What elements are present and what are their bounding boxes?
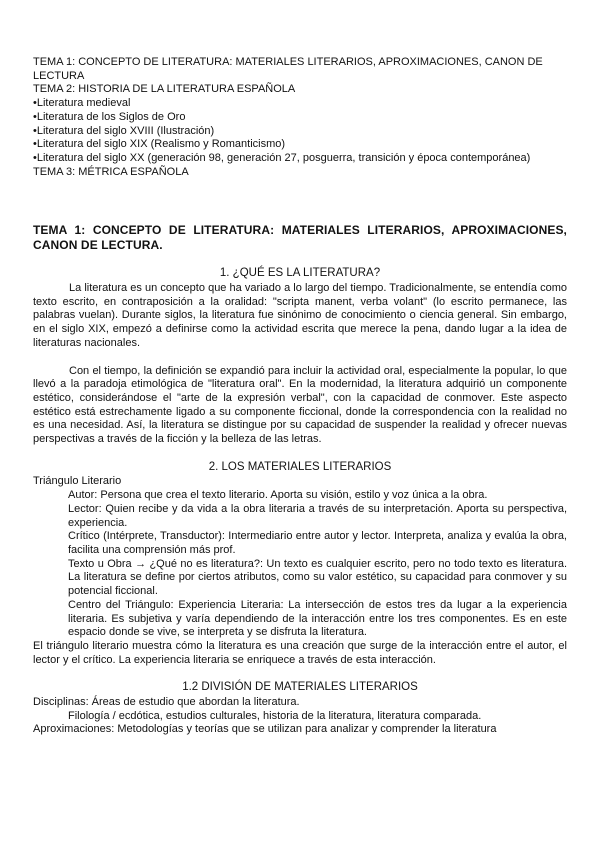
toc-item-siglo-xix: • Literatura del siglo XIX (Realismo y Romanticismo)	[33, 138, 567, 152]
toc-tema-2: TEMA 2: HISTORIA DE LA LITERATURA ESPAÑOLA	[33, 83, 296, 96]
toc-tema-3: TEMA 3: MÉTRICA ESPAÑOLA	[33, 165, 189, 178]
triangle-item-centro: Centro del Triángulo: Experiencia Literaria: La intersección de estos tres da lugar a la experiencia literaria. Es subjetiva y varía dependiendo de la interacción entre los tres componentes. Es en este espacio donde se vive, se interpreta y se disfruta la literatura.	[68, 598, 567, 639]
section-2-heading: 2. LOS MATERIALES LITERARIOS	[208, 460, 392, 473]
table-of-contents	[33, 56, 567, 179]
section-3-heading: 1.2 DIVISIÓN DE MATERIALES LITERARIOS	[182, 681, 418, 694]
toc-item-siglos-de-oro: • Literatura de los Siglos de Oro	[33, 111, 567, 125]
toc-tema-1: TEMA 1: CONCEPTO DE LITERATURA: MATERIALES LITERARIOS, APROXIMACIONES, CANON DE LECTURA	[33, 56, 543, 82]
disciplinas-list: Filología / ecdótica, estudios culturales, historia de la literatura, literatura comparada.	[68, 709, 482, 722]
toc-item-medieval: • Literatura medieval	[33, 97, 567, 111]
triangle-item-texto: Texto u Obra → ¿Qué no es literatura?: Un texto es cualquier escrito, pero no todo texto es literatura. La literatura se define por ciertos atributos, como su valor estético, su capacidad para conmover y su potencial ficcional.	[68, 557, 567, 598]
main-title: TEMA 1: CONCEPTO DE LITERATURA: MATERIALES LITERARIOS, APROXIMACIONES, CANON DE LECTURA.	[33, 223, 567, 253]
disciplinas-line: Disciplinas: Áreas de estudio que abordan la literatura.	[33, 696, 300, 709]
toc-item-siglo-xx: • Literatura del siglo XX (generación 98, generación 27, posguerra, transición y época contemporánea)	[33, 152, 567, 166]
aproximaciones-line: Aproximaciones: Metodologías y teorías que se utilizan para analizar y comprender la literatura	[33, 723, 497, 736]
triangle-summary: El triángulo literario muestra cómo la literatura es una creación que surge de la interacción entre el autor, el lector y el crítico. La experiencia literaria se enriquece a través de esta interacción.	[33, 639, 567, 666]
section-1-paragraph-2: Con el tiempo, la definición se expandió para incluir la actividad oral, especialmente la popular, lo que llevó a la paradoja etimológica de "literatura oral". En la modernidad, la literatura adquirió un componente estético, considerándose el "arte de la expresión verbal", con la capacidad de conmover. Este aspecto estético está estrechamente ligado a su componente ficcional, donde la correspondencia con la realidad no es una necesidad. Así, la literatura se distingue por su capacidad de suspender la realidad y ofrecer nuevas perspectivas a través de la ficción y la belleza de las letras.	[33, 364, 567, 446]
section-1-heading: 1. ¿QUÉ ES LA LITERATURA?	[219, 267, 381, 280]
triangle-item-critico: Crítico (Intérprete, Transductor): Intermediario entre autor y lector. Interpreta, analiza y evalúa la obra, facilita una comprensión más prof.	[68, 530, 567, 556]
triangle-item-lector: Lector: Quien recibe y da vida a la obra literaria a través de su interpretación. Aporta su perspectiva, experiencia.	[68, 502, 567, 529]
toc-item-siglo-xviii: • Literatura del siglo XVIII (Ilustración)	[33, 125, 567, 139]
triangle-item-autor: Autor: Persona que crea el texto literario. Aporta su visión, estilo y voz única a la obra.	[68, 489, 488, 502]
section-1-paragraph-1: La literatura es un concepto que ha variado a lo largo del tiempo. Tradicionalmente, se entendía como texto escrito, en contraposición a la oralidad: "scripta manent, verba volant" (lo escrito permanece, las palabras vuelan). Durante siglos, la literatura fue sinónimo de conocimiento o ciencia general. Sin embargo, en el siglo XIX, empezó a definirse como la actividad escrita que merece la pena, dando lugar a la idea de literaturas nacionales.	[33, 282, 567, 349]
triangle-label: Triángulo Literario	[33, 475, 122, 488]
document-page	[33, 56, 567, 737]
